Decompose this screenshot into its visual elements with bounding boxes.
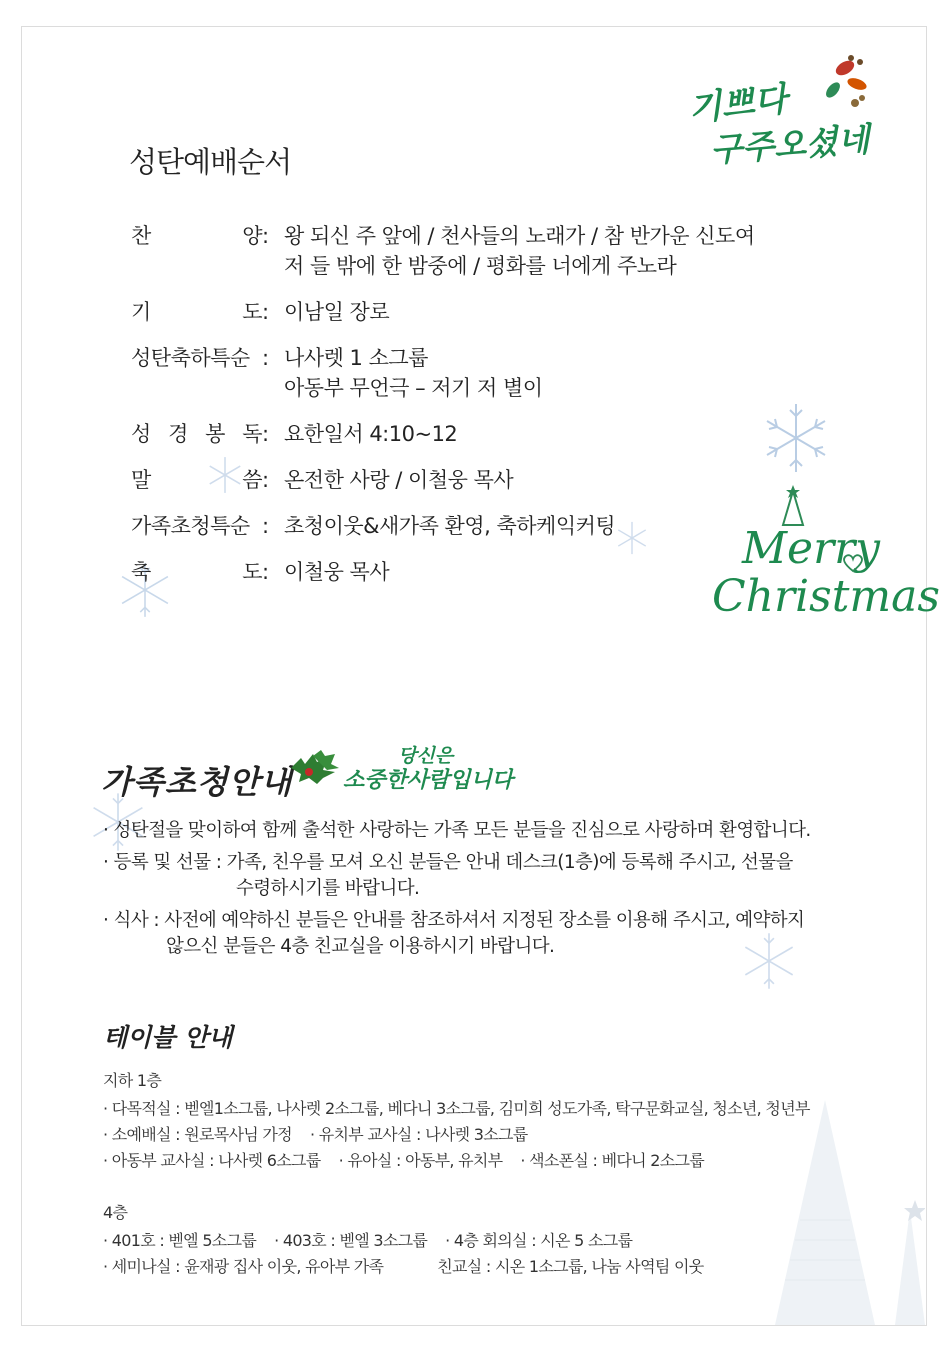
order-colon: :: [262, 300, 269, 324]
order-label-char: 가족초청특순: [131, 514, 250, 538]
order-content-line: 나사렛 1 소그룹: [284, 346, 428, 370]
floor-label: 4층: [103, 1203, 128, 1222]
floor-label: 지하 1층: [103, 1071, 162, 1090]
order-content: [284, 297, 831, 327]
order-content: [284, 511, 831, 541]
invite-item: · 식사 : 사전에 예약하신 분들은 안내를 참조하셔서 지정된 장소를 이용해 주시고, 예약하지 않으신 분들은 4층 친교실을 이용하시기 바랍니다.: [103, 910, 805, 957]
order-row: [131, 465, 831, 495]
order-label-char: 경: [168, 422, 188, 446]
order-label-char: 봉: [205, 422, 225, 446]
order-content-line: 이철웅 목사: [284, 560, 390, 584]
order-label: [131, 465, 262, 495]
invite-item: · 등록 및 선물 : 가족, 친우를 모셔 오신 분들은 안내 데스크(1층)에 등록해 주시고, 선물을 수령하시기를 바랍니다.: [103, 852, 793, 899]
order-content-line: 왕 되신 주 앞에 / 천사들의 노래가 / 참 반가운 신도여: [284, 224, 755, 248]
invite-list: [103, 818, 883, 966]
joy-calligraphy: 기쁘다 구주오셨네: [686, 79, 871, 170]
order-row: [131, 343, 831, 403]
order-label: [131, 557, 262, 587]
order-label-char: 성탄축하특순: [131, 346, 250, 370]
order-label: [131, 511, 262, 541]
order-content-line: 이남일 장로: [284, 300, 390, 324]
order-label-char: 찬: [131, 224, 151, 248]
merry-christmas-text: Merry Christmas: [712, 523, 940, 622]
order-content: [284, 419, 831, 449]
order-content-line: 저 들 밖에 한 밤중에 / 평화를 너에게 주노라: [284, 254, 677, 278]
order-label: [131, 343, 262, 403]
order-label-char: 성: [131, 422, 151, 446]
table-row: · 세미나실 : 윤재광 집사 이웃, 유아부 가족 친교실 : 시온 1소그룹, 나눔 사역팀 이웃: [103, 1257, 704, 1276]
page-title: 성탄예배순서: [129, 145, 292, 179]
order-label-char: 축: [131, 560, 151, 584]
order-content: [284, 557, 831, 587]
order-label-char: 양: [242, 224, 262, 248]
order-label-char: 기: [131, 300, 151, 324]
order-colon: :: [262, 346, 269, 370]
order-colon: :: [262, 422, 269, 446]
berry-leaf-icon: [815, 48, 877, 118]
fourth-floor-table-list: [103, 1200, 903, 1280]
invite-section-title: 가족초청안내: [101, 763, 293, 801]
table-row: · 401호 : 벧엘 5소그룹 · 403호 : 벧엘 3소그룹 · 4층 회의실 : 시온 5 소그룹: [103, 1231, 633, 1250]
order-row: [131, 221, 831, 281]
order-label-char: 도: [242, 560, 262, 584]
holly-icon: [287, 748, 343, 788]
order-content-line: 초청이웃&새가족 환영, 축하케익커팅: [284, 514, 616, 538]
order-label-char: 독: [242, 422, 262, 446]
order-label: [131, 419, 262, 449]
order-row: [131, 297, 831, 327]
order-content: [284, 465, 831, 495]
order-content-line: 아동부 무언극 – 저기 저 별이: [284, 376, 543, 400]
order-label: [131, 297, 262, 327]
order-content-line: 온전한 사랑 / 이철웅 목사: [284, 468, 514, 492]
order-label: [131, 221, 262, 281]
table-guide-title: 테이블 안내: [103, 1023, 233, 1052]
table-row: · 다목적실 : 벧엘1소그룹, 나사렛 2소그룹, 베다니 3소그룹, 김미희 성도가족, 탁구문화교실, 청소년, 청년부: [103, 1099, 810, 1118]
table-row: · 아동부 교사실 : 나사렛 6소그룹 · 유아실 : 아동부, 유치부 · 색소폰실 : 베다니 2소그룹: [103, 1151, 705, 1170]
order-row: [131, 419, 831, 449]
order-colon: :: [262, 514, 269, 538]
heart-icon: [842, 553, 864, 573]
order-colon: :: [262, 560, 269, 584]
order-content-line: 요한일서 4:10~12: [284, 422, 458, 446]
order-content: [284, 221, 831, 281]
order-colon: :: [262, 468, 269, 492]
order-row: [131, 511, 831, 541]
basement-table-list: [103, 1068, 903, 1174]
order-content: [284, 343, 831, 403]
invite-subtitle: 당신은 소중한사람입니다: [343, 745, 514, 793]
table-row: · 소예배실 : 원로목사님 가정 · 유치부 교사실 : 나사렛 3소그룹: [103, 1125, 528, 1144]
order-label-char: 씀: [242, 468, 262, 492]
order-colon: :: [262, 224, 269, 248]
invite-item: · 성탄절을 맞이하여 함께 출석한 사랑하는 가족 모든 분들을 진심으로 사랑하며 환영합니다.: [103, 820, 811, 841]
order-row: [131, 557, 831, 587]
order-label-char: 말: [131, 468, 151, 492]
order-label-char: 도: [242, 300, 262, 324]
worship-order: [131, 221, 831, 603]
